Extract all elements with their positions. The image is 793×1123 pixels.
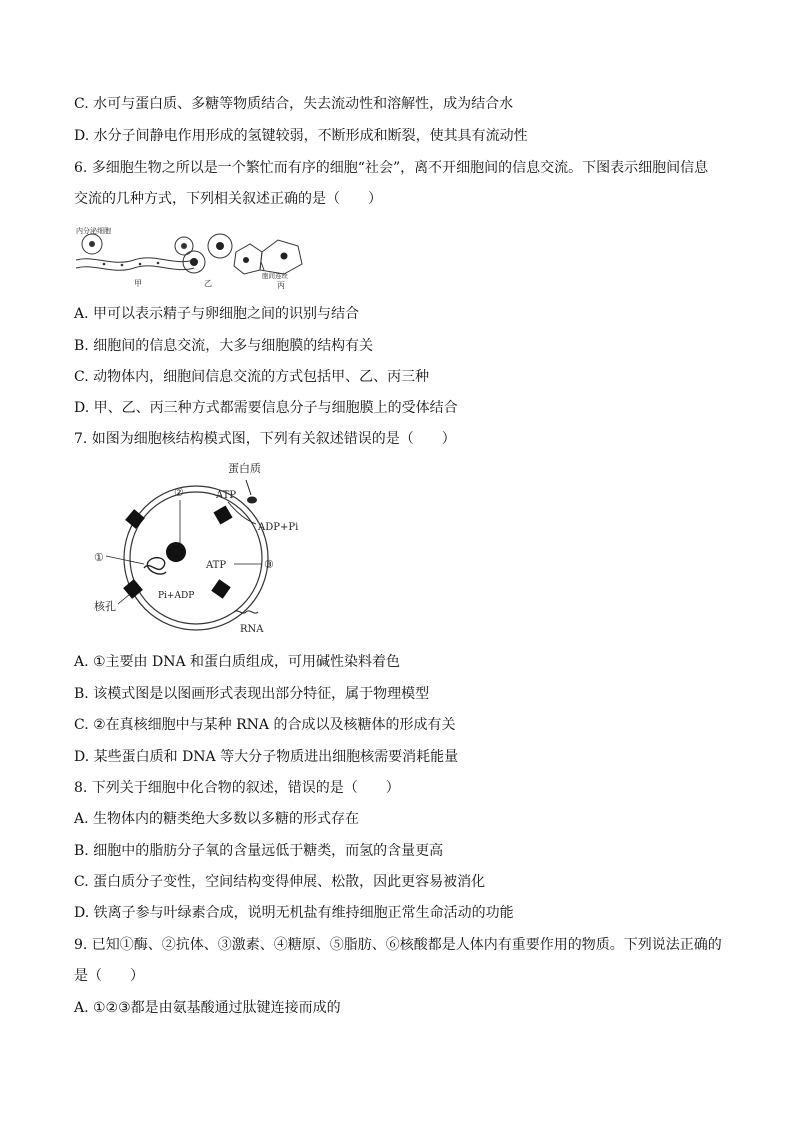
nuclear-pore-label: 核孔: [94, 600, 116, 613]
outer-membrane: [124, 486, 268, 630]
option-6d: D. 甲、乙、丙三种方式都需要信息分子与细胞膜上的受体结合: [74, 400, 458, 416]
inner-membrane: [130, 492, 262, 624]
vessel-wall-top: [76, 258, 194, 262]
rna-strand: [234, 611, 258, 613]
atp-mid-label: ATP: [206, 560, 227, 571]
chromatin: [144, 558, 166, 574]
option-6c: C. 动物体内，细胞间信息交流的方式包括甲、乙、丙三种: [74, 369, 430, 385]
question-9-line-1: 9. 已知①酶、②抗体、③激素、④糖原、⑤脂肪、⑥核酸都是人体内有重要作用的物质。下列说法正确的: [74, 937, 722, 953]
option-8b: B. 细胞中的脂肪分子氧的含量远低于糖类，而氢的含量更高: [74, 843, 444, 859]
option-7a: A. ①主要由 DNA 和蛋白质组成，可用碱性染料着色: [74, 654, 401, 670]
option-8c: C. 蛋白质分子变性，空间结构变得伸展、松散，因此更容易被消化: [74, 874, 486, 890]
vessel-wall-bottom: [76, 266, 194, 270]
question-8: 8. 下列关于细胞中化合物的叙述，错误的是（ ）: [74, 780, 400, 796]
option-6a: A. 甲可以表示精子与卵细胞之间的识别与结合: [74, 306, 360, 322]
nucleolus: [166, 542, 186, 562]
pi-adp-label: Pi+ADP: [158, 591, 195, 601]
question-6-line-1: 6. 多细胞生物之所以是一个繁忙而有序的细胞“社会”，离不开细胞间的信息交流。下图表示细胞间信息: [74, 160, 709, 176]
label-bing: 丙: [277, 281, 285, 290]
option-6b: B. 细胞间的信息交流，大多与细胞膜的结构有关: [74, 338, 374, 354]
question-7: 7. 如图为细胞核结构模式图，下列有关叙述错误的是（ ）: [74, 431, 456, 447]
label-1: ①: [94, 551, 104, 564]
protein-label: 蛋白质: [228, 462, 261, 475]
label-3: ③: [264, 558, 274, 571]
endocrine-cell-label: 内分泌细胞: [76, 227, 111, 235]
rna-label: RNA: [240, 624, 264, 635]
atp-top-label: ATP: [216, 490, 237, 501]
label-2: ②: [174, 486, 184, 499]
question-6-line-2: 交流的几种方式，下列相关叙述正确的是（ ）: [74, 191, 382, 207]
question-9-line-2: 是（ ）: [74, 968, 144, 984]
plasmodesmata-label: 胞间连丝: [262, 272, 288, 280]
label-yi: 乙: [204, 279, 212, 288]
protein-particle: [247, 497, 257, 504]
nucleus-structure-figure: [88, 458, 318, 638]
label-jia: 甲: [134, 279, 142, 288]
option-8a: A. 生物体内的糖类绝大多数以多糖的形式存在: [74, 811, 360, 827]
adp-pi-label: ADP+Pi: [258, 522, 299, 533]
option-9a: A. ①②③都是由氨基酸通过肽键连接而成的: [74, 1000, 341, 1016]
option-5c: C. 水可与蛋白质、多糖等物质结合，失去流动性和溶解性，成为结合水: [74, 96, 514, 112]
option-7c: C. ②在真核细胞中与某种 RNA 的合成以及核糖体的形成有关: [74, 717, 456, 733]
option-8d: D. 铁离子参与叶绿素合成，说明无机盐有维持细胞正常生命活动的功能: [74, 905, 514, 921]
option-7b: B. 该模式图是以图画形式表现出部分特征，属于物理模型: [74, 686, 430, 702]
option-7d: D. 某些蛋白质和 DNA 等大分子物质进出细胞核需要消耗能量: [74, 749, 459, 765]
option-5d: D. 水分子间静电作用形成的氢键较弱，不断形成和断裂，使其具有流动性: [74, 128, 528, 144]
cell-communication-figure: [74, 222, 306, 290]
endocrine-nucleus: [89, 241, 95, 247]
